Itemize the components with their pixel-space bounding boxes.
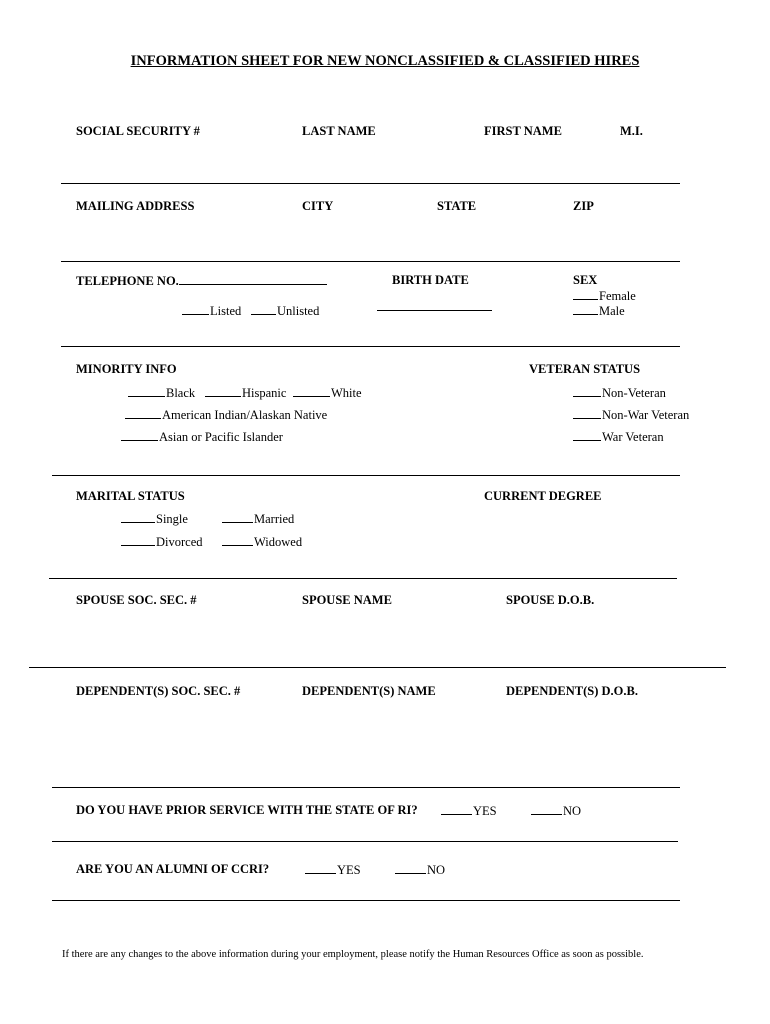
- non-veteran-checkbox[interactable]: [573, 385, 601, 397]
- last-name-label: LAST NAME: [302, 124, 376, 138]
- war-veteran-checkbox[interactable]: [573, 429, 601, 441]
- prior-service-yes-option: [441, 803, 497, 819]
- non-veteran-option: [573, 385, 666, 401]
- alumni-yes-label: YES: [337, 863, 361, 877]
- widowed-option: [222, 534, 302, 550]
- black-label: Black: [166, 386, 196, 400]
- state-label: STATE: [437, 199, 477, 213]
- current-degree-label: CURRENT DEGREE: [484, 489, 602, 503]
- first-name-label: FIRST NAME: [484, 124, 562, 138]
- telephone-label: [76, 273, 328, 289]
- minority-info-label: MINORITY INFO: [76, 362, 177, 376]
- non-veteran-label: Non-Veteran: [602, 386, 666, 400]
- hispanic-label: Hispanic: [242, 386, 287, 400]
- telephone-label-text: TELEPHONE NO.: [76, 274, 179, 288]
- asian-label: Asian or Pacific Islander: [159, 430, 283, 444]
- war-veteran-option: [573, 429, 664, 445]
- spouse-ssn-label: SPOUSE SOC. SEC. #: [76, 593, 197, 607]
- war-veteran-label: War Veteran: [602, 430, 664, 444]
- non-war-veteran-option: [573, 407, 689, 423]
- divider: [49, 578, 677, 579]
- divider: [52, 787, 680, 788]
- married-option: [222, 511, 294, 527]
- divider: [52, 475, 680, 476]
- american-indian-option: [125, 407, 327, 423]
- listed-option: [182, 303, 241, 319]
- form-title: INFORMATION SHEET FOR NEW NONCLASSIFIED & CLASSIFIED HIRES: [130, 53, 640, 69]
- non-war-veteran-label: Non-War Veteran: [602, 408, 690, 422]
- divider: [61, 346, 680, 347]
- single-option: [121, 511, 188, 527]
- non-war-veteran-checkbox[interactable]: [573, 407, 601, 419]
- divider: [61, 261, 680, 262]
- widowed-label: Widowed: [254, 535, 303, 549]
- single-label: Single: [156, 512, 188, 526]
- unlisted-label: Unlisted: [277, 304, 320, 318]
- black-option: [128, 385, 195, 401]
- alumni-yes-option: [305, 862, 361, 878]
- white-option: [293, 385, 362, 401]
- prior-service-yes-label: YES: [473, 804, 497, 818]
- white-label: White: [331, 386, 362, 400]
- single-checkbox[interactable]: [121, 511, 155, 523]
- listed-checkbox[interactable]: [182, 303, 209, 315]
- male-checkbox[interactable]: [573, 303, 598, 315]
- listed-label: Listed: [210, 304, 242, 318]
- alumni-yes-checkbox[interactable]: [305, 862, 336, 874]
- footer-note: If there are any changes to the above information during your employment, please notify the Human Resources Office as soon as possible.: [62, 949, 644, 960]
- unlisted-option: [251, 303, 319, 319]
- prior-service-no-label: NO: [563, 804, 582, 818]
- prior-service-no-checkbox[interactable]: [531, 803, 562, 815]
- prior-service-no-option: [531, 803, 581, 819]
- city-label: CITY: [302, 199, 334, 213]
- alumni-no-checkbox[interactable]: [395, 862, 426, 874]
- american-indian-label: American Indian/Alaskan Native: [162, 408, 328, 422]
- black-checkbox[interactable]: [128, 385, 165, 397]
- birth-date-label: BIRTH DATE: [392, 273, 469, 287]
- white-checkbox[interactable]: [293, 385, 330, 397]
- divider: [61, 183, 680, 184]
- female-option: [573, 288, 636, 304]
- birth-date-field[interactable]: [377, 310, 492, 311]
- dependents-ssn-label: DEPENDENT(S) SOC. SEC. #: [76, 684, 241, 698]
- female-checkbox[interactable]: [573, 288, 598, 300]
- mailing-address-label: MAILING ADDRESS: [76, 199, 195, 213]
- widowed-checkbox[interactable]: [222, 534, 253, 546]
- marital-status-label: MARITAL STATUS: [76, 489, 185, 503]
- hispanic-option: [205, 385, 286, 401]
- alumni-question: ARE YOU AN ALUMNI OF CCRI?: [76, 862, 270, 876]
- male-option: [573, 303, 625, 319]
- divorced-label: Divorced: [156, 535, 203, 549]
- divorced-checkbox[interactable]: [121, 534, 155, 546]
- telephone-field[interactable]: [179, 273, 327, 285]
- ssn-label: SOCIAL SECURITY #: [76, 124, 200, 138]
- dependents-dob-label: DEPENDENT(S) D.O.B.: [506, 684, 638, 698]
- unlisted-checkbox[interactable]: [251, 303, 276, 315]
- divider: [52, 841, 678, 842]
- veteran-status-label: VETERAN STATUS: [529, 362, 641, 376]
- divorced-option: [121, 534, 203, 550]
- male-label: Male: [599, 304, 625, 318]
- asian-option: [121, 429, 283, 445]
- mi-label: M.I.: [620, 124, 643, 138]
- female-label: Female: [599, 289, 636, 303]
- spouse-name-label: SPOUSE NAME: [302, 593, 392, 607]
- spouse-dob-label: SPOUSE D.O.B.: [506, 593, 595, 607]
- married-checkbox[interactable]: [222, 511, 253, 523]
- asian-checkbox[interactable]: [121, 429, 158, 441]
- sex-label: SEX: [573, 273, 598, 287]
- dependents-name-label: DEPENDENT(S) NAME: [302, 684, 436, 698]
- prior-service-question: DO YOU HAVE PRIOR SERVICE WITH THE STATE OF RI?: [76, 803, 418, 817]
- divider: [52, 900, 680, 901]
- prior-service-yes-checkbox[interactable]: [441, 803, 472, 815]
- married-label: Married: [254, 512, 295, 526]
- alumni-no-option: [395, 862, 445, 878]
- zip-label: ZIP: [573, 199, 594, 213]
- hispanic-checkbox[interactable]: [205, 385, 241, 397]
- alumni-no-label: NO: [427, 863, 446, 877]
- divider: [29, 667, 726, 668]
- american-indian-checkbox[interactable]: [125, 407, 161, 419]
